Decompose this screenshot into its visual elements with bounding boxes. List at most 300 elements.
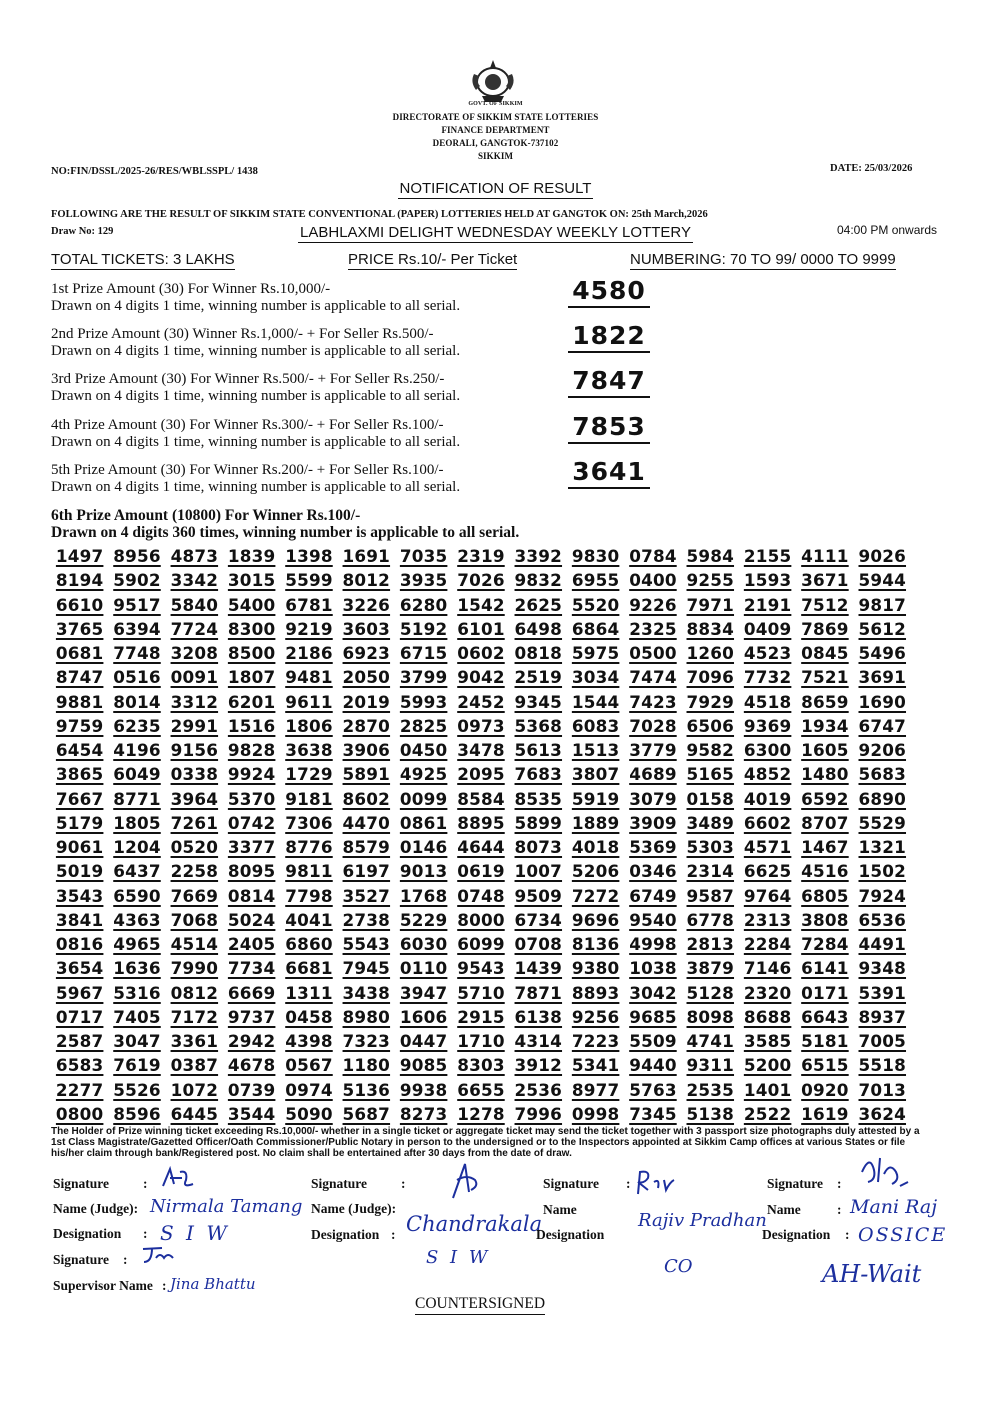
- prize-6-number: 3841: [55, 909, 104, 930]
- supervisor-name-colon: :: [162, 1278, 167, 1293]
- prize-6-number: 5090: [285, 1103, 333, 1124]
- prize-6-number: 9255: [686, 570, 735, 591]
- prize-6-number: 2155: [743, 546, 792, 566]
- prize-6-number: 9582: [686, 740, 735, 760]
- prize-6-number: 2519: [514, 667, 563, 688]
- prize-6-number: 7924: [858, 885, 907, 906]
- prize-6-number: 4516: [801, 861, 849, 882]
- prize-6-number: 2825: [399, 715, 448, 736]
- prize-6-number: 5400: [227, 594, 276, 615]
- prize-6-number: 1839: [227, 546, 276, 566]
- prize-6-number: 2284: [743, 934, 792, 954]
- prize-6-number: 1480: [801, 764, 849, 785]
- judge1-designation-handwritten: S I W: [160, 1221, 230, 1245]
- prize-6-number: 5368: [514, 715, 563, 736]
- prize-6-number: 5613: [514, 740, 563, 760]
- prize-6-number: 5019: [55, 861, 104, 882]
- prize-6-number: 6583: [55, 1055, 104, 1076]
- prize-6-number: 9380: [571, 958, 620, 979]
- judge4-designation-label: Designation: [762, 1227, 831, 1242]
- prize-6-number: 7005: [858, 1031, 907, 1051]
- prize-6-number: 5136: [342, 1079, 391, 1100]
- prize-6-number: 1278: [457, 1103, 505, 1124]
- prize-6-number: 2870: [342, 715, 391, 736]
- prize-6-number: 8584: [457, 788, 505, 809]
- directorate-name: DIRECTORATE OF SIKKIM STATE LOTTERIES: [392, 112, 599, 122]
- prize-6-number: 7996: [514, 1103, 563, 1124]
- prize-6-number: 4514: [170, 934, 219, 954]
- prize-6-number: 9226: [629, 594, 677, 615]
- state-name: SIKKIM: [477, 151, 514, 161]
- judge3-designation-handwritten: CO: [664, 1256, 693, 1277]
- prize-6-number: 1007: [514, 861, 563, 882]
- prize-6-number: 0812: [170, 982, 219, 1003]
- prize-6-number: 4873: [170, 546, 219, 566]
- prize-6-number: 7423: [629, 691, 677, 712]
- prize-6-number: 0409: [743, 618, 792, 639]
- prize-6-number: 8014: [113, 691, 161, 712]
- department-name: FINANCE DEPARTMENT: [441, 125, 550, 135]
- prize-6-number: 1204: [113, 837, 161, 857]
- prize-6-number: 9440: [629, 1055, 677, 1076]
- prize-6-number: 1497: [55, 546, 104, 566]
- judge4-signature-label: Signature: [767, 1176, 824, 1191]
- prize-6-number: 5919: [571, 788, 620, 809]
- prize-6-number: 4470: [342, 812, 391, 833]
- prize-6-number: 7748: [113, 643, 161, 663]
- prize-6-number: 4689: [629, 764, 677, 785]
- prize-6-number: 9042: [457, 667, 505, 688]
- prize-6-number: 3543: [55, 885, 104, 906]
- prize-6-number: 7096: [686, 667, 735, 688]
- prize-6-number: 6394: [113, 618, 161, 639]
- prize-6-number: 6141: [801, 958, 849, 979]
- judge2-designation-handwritten: S I W: [426, 1247, 491, 1268]
- prize-6-number: 9759: [55, 715, 104, 736]
- prize-6-number: 3906: [342, 740, 391, 760]
- prize-6-number: 1710: [457, 1031, 505, 1051]
- prize-6-number: 5944: [858, 570, 907, 591]
- judge4-name-label: Name: [767, 1202, 801, 1217]
- prize-6-number: 2313: [743, 909, 792, 930]
- prize-6-number: 2325: [629, 618, 677, 639]
- prize-6-number: 6778: [686, 909, 735, 930]
- countersigned-label: COUNTERSIGNED: [415, 1295, 545, 1315]
- judge2-name-label: Name (Judge):: [311, 1201, 397, 1216]
- prize-6-number: 0500: [629, 643, 677, 663]
- judge3-name-handwritten: Rajiv Pradhan: [638, 1210, 767, 1231]
- reference-number: NO:FIN/DSSL/2025-26/RES/WBLSSPL/ 1438: [51, 166, 258, 177]
- prize-6-number: 6101: [457, 618, 505, 639]
- prize-6-number: 8956: [113, 546, 161, 566]
- prize-6-number: 1606: [399, 1006, 448, 1027]
- prize-6-number: 5341: [571, 1055, 620, 1076]
- prize-6-number: 9540: [629, 909, 677, 930]
- judge2-signature-mark: [445, 1162, 485, 1205]
- judge4-signature-colon: :: [837, 1176, 842, 1191]
- judge4-signature-mark: [856, 1152, 912, 1197]
- prize-6-number: 3799: [399, 667, 448, 688]
- prize-6-number: 1321: [858, 837, 907, 857]
- prize-6-number: 0816: [55, 934, 104, 954]
- prize-6-number: 5192: [399, 618, 448, 639]
- supervisor-signature-colon: :: [123, 1252, 128, 1267]
- prize-6-number: 4041: [285, 909, 333, 930]
- prize-6-number: 9587: [686, 885, 735, 906]
- prize-6-number: 9311: [686, 1055, 735, 1076]
- prize-6-number: 6536: [858, 909, 907, 930]
- prize-6-number: 0739: [227, 1079, 276, 1100]
- supervisor-signature-label: Signature: [53, 1252, 110, 1267]
- prize-6-number: 8012: [342, 570, 391, 591]
- prize-6-number: 6715: [399, 643, 448, 663]
- prize-6-number: 7871: [514, 982, 563, 1003]
- prize-6-number: 3671: [801, 570, 849, 591]
- prize-6-number: 3947: [399, 982, 448, 1003]
- prize-6-number: 8980: [342, 1006, 391, 1027]
- prize-6-number: 6747: [858, 715, 907, 736]
- prize-6-number: 0708: [514, 934, 563, 954]
- prize-6-number: 3865: [55, 764, 104, 785]
- prize-6-number: 9509: [514, 885, 563, 906]
- prize-6-number: 3392: [514, 546, 563, 566]
- prize-6-number: 9481: [285, 667, 333, 688]
- prize-6-number: 1807: [227, 667, 276, 688]
- prize-6-number: 5518: [858, 1055, 907, 1076]
- prize-6-number: 7683: [514, 764, 563, 785]
- prize-6-number: 9830: [571, 546, 620, 566]
- prize-6-number: 2587: [55, 1031, 104, 1051]
- prize-6-number: 3638: [285, 740, 333, 760]
- prize-6-number: 3654: [55, 958, 104, 979]
- prize-6-number: 2258: [170, 861, 219, 882]
- prize-6-number: 6734: [514, 909, 563, 930]
- judge1-signature-colon: :: [143, 1176, 148, 1191]
- prize-6-number: 0681: [55, 643, 104, 663]
- prize-1-description: 1st Prize Amount (30) For Winner Rs.10,000/- Drawn on 4 digits 1 time, winning number is applicable to all serial.: [51, 281, 461, 314]
- prize-6-number: 0800: [55, 1103, 104, 1124]
- prize-6-number: 3624: [858, 1103, 907, 1124]
- prize-6-number: 5520: [571, 594, 620, 615]
- prize-6-number: 8893: [571, 982, 620, 1003]
- prize-6-number: 0784: [629, 546, 677, 566]
- prize-6-number: 1072: [170, 1079, 219, 1100]
- prize-6-number: 2019: [342, 691, 391, 712]
- prize-6-number: 4644: [457, 837, 505, 857]
- prize-6-number: 0091: [170, 667, 219, 688]
- prize-6-number: 0861: [399, 812, 448, 833]
- judge3-signature-label: Signature: [543, 1176, 600, 1191]
- judge2-designation-colon: :: [391, 1227, 396, 1242]
- prize-6-number: 8747: [55, 667, 104, 688]
- prize-6-number: 1729: [285, 764, 333, 785]
- prize-6-number: 3042: [629, 982, 677, 1003]
- prize-6-number: 4019: [743, 788, 792, 809]
- prize-6-number: 0400: [629, 570, 677, 591]
- prize-6-number: 1398: [285, 546, 333, 566]
- draw-number: Draw No: 129: [51, 226, 114, 237]
- prize-6-number: 6300: [743, 740, 792, 760]
- prize-6-number: 2738: [342, 909, 391, 930]
- prize-6-number: 8776: [285, 837, 333, 857]
- prize-6-number: 1516: [227, 715, 276, 736]
- judge4-designation-handwritten: OSSICE: [858, 1224, 948, 1246]
- prize-6-number: 2535: [686, 1079, 735, 1100]
- prize-6-number: 0845: [801, 643, 849, 663]
- prize-6-number: 7990: [170, 958, 219, 979]
- prize-6-number: 8579: [342, 837, 391, 857]
- prize-6-number: 5840: [170, 594, 219, 615]
- prize-6-number: 1691: [342, 546, 391, 566]
- prize-6-number: 3807: [571, 764, 620, 785]
- prize-6-number: 7971: [686, 594, 735, 615]
- prize-6-number: 9348: [858, 958, 907, 979]
- prize-6-number: 3527: [342, 885, 391, 906]
- prize-6-number: 5391: [858, 982, 907, 1003]
- prize-6-number: 9181: [285, 788, 333, 809]
- prize-6-number: 3015: [227, 570, 276, 591]
- directorate-address: DEORALI, GANGTOK-737102: [432, 138, 559, 148]
- prize-6-number: 7521: [801, 667, 849, 688]
- prize-6-number: 9828: [227, 740, 276, 760]
- prize-6-number: 9764: [743, 885, 792, 906]
- prize-6-number: 5975: [571, 643, 620, 663]
- prize-6-number: 7068: [170, 909, 219, 930]
- prize-6-number: 7261: [170, 812, 219, 833]
- prize-6-number: 7732: [743, 667, 792, 688]
- state-emblem-icon: [468, 56, 518, 106]
- prize-6-number: 9517: [113, 594, 161, 615]
- prize-6-number: 9811: [285, 861, 333, 882]
- prize-6-number: 5543: [342, 934, 391, 954]
- prize-6-number: 8771: [113, 788, 161, 809]
- prize-6-number: 1690: [858, 691, 907, 712]
- prize-6-number: 0450: [399, 740, 448, 760]
- supervisor-name-label: Supervisor Name: [53, 1278, 153, 1293]
- prize-6-number: 1513: [571, 740, 620, 760]
- prize-6-number: 8098: [686, 1006, 735, 1027]
- prize-6-number: 6280: [399, 594, 448, 615]
- prize-6-number: 0110: [399, 958, 448, 979]
- prize-6-number: 6923: [342, 643, 391, 663]
- prize-6-number: 1467: [801, 837, 849, 857]
- prize-6-number: 4925: [399, 764, 448, 785]
- judge2-signature-colon: :: [401, 1176, 406, 1191]
- prize-6-number: 0974: [285, 1079, 333, 1100]
- prize-6-number: 9832: [514, 570, 563, 591]
- ticket-price: PRICE Rs.10/- Per Ticket: [348, 251, 518, 268]
- prize-3-description: 3rd Prize Amount (30) For Winner Rs.500/- + For Seller Rs.250/- Drawn on 4 digits 1 time, winning number is applicable to all serial.: [51, 371, 461, 404]
- prize-6-number: 2522: [743, 1103, 792, 1124]
- prize-6-number: 2942: [227, 1031, 276, 1051]
- emblem-caption: GOVT. OF SIKKIM: [468, 101, 523, 107]
- prize-6-number: 3478: [457, 740, 505, 760]
- prize-6-number: 6602: [743, 812, 792, 833]
- prize-6-number: 5369: [629, 837, 677, 857]
- prize-6-number: 6781: [285, 594, 333, 615]
- prize-6-number: 8095: [227, 861, 276, 882]
- prize-2-number: 1822: [568, 321, 650, 353]
- prize-6-number: 9543: [457, 958, 505, 979]
- prize-6-number: 1806: [285, 715, 333, 736]
- prize-6-number: 7284: [801, 934, 849, 954]
- prize-6-number: 1934: [801, 715, 849, 736]
- prize-6-number: 5128: [686, 982, 735, 1003]
- judge4-name-colon: :: [837, 1202, 842, 1217]
- judge1-designation-colon: :: [143, 1226, 148, 1241]
- prize-6-number: 5206: [571, 861, 620, 882]
- prize-6-number: 0158: [686, 788, 735, 809]
- prize-6-number: 9924: [227, 764, 276, 785]
- prize-6-number: 6864: [571, 618, 620, 639]
- prize-6-number: 1502: [858, 861, 907, 882]
- prize-6-number: 8937: [858, 1006, 907, 1027]
- prize-6-number: 2095: [457, 764, 505, 785]
- prize-6-number: 7323: [342, 1031, 391, 1051]
- prize-6-number: 1038: [629, 958, 677, 979]
- prize-6-number: 1260: [686, 643, 735, 663]
- prize-6-number: 5899: [514, 812, 563, 833]
- prize-6-number: 2915: [457, 1006, 505, 1027]
- prize-4-number: 7853: [568, 412, 650, 444]
- prize-6-number: 7669: [170, 885, 219, 906]
- prize-6-number: 3779: [629, 740, 677, 760]
- prize-6-number: 2191: [743, 594, 792, 615]
- prize-6-number: 7026: [457, 570, 505, 591]
- prize-6-number: 8300: [227, 618, 276, 639]
- prize-6-number: 7869: [801, 618, 849, 639]
- prize-6-number: 2050: [342, 667, 391, 688]
- prize-6-number: 4398: [285, 1031, 333, 1051]
- prize-6-number-grid: [51, 546, 911, 1128]
- prize-6-number: 6625: [743, 861, 792, 882]
- prize-6-number: 0099: [399, 788, 448, 809]
- prize-6-number: 6515: [801, 1055, 849, 1076]
- prize-6-number: 0516: [113, 667, 161, 688]
- prize-6-number: 5710: [457, 982, 505, 1003]
- prize-6-number: 9013: [399, 861, 448, 882]
- prize-6-number: 3879: [686, 958, 735, 979]
- prize-6-number: 5200: [743, 1055, 792, 1076]
- total-tickets: TOTAL TICKETS: 3 LAKHS: [51, 251, 235, 268]
- prize-6-number: 6592: [801, 788, 849, 809]
- prize-6-number: 7619: [113, 1055, 161, 1076]
- prize-6-number: 2813: [686, 934, 735, 954]
- prize-6-number: 7405: [113, 1006, 161, 1027]
- prize-6-number: 0748: [457, 885, 505, 906]
- prize-4-description: 4th Prize Amount (30) For Winner Rs.300/- + For Seller Rs.100/- Drawn on 4 digits 1 time, winning number is applicable to all serial.: [51, 417, 461, 450]
- prize-6-number: 5181: [801, 1031, 849, 1051]
- prize-6-number: 5316: [113, 982, 161, 1003]
- prize-6-number: 3438: [342, 982, 391, 1003]
- prize-6-number: 7798: [285, 885, 333, 906]
- prize-6-number: 2320: [743, 982, 792, 1003]
- prize-6-number: 5024: [227, 909, 276, 930]
- prize-6-number: 7929: [686, 691, 735, 712]
- prize-6-number: 7306: [285, 812, 333, 833]
- prize-6-number: 5612: [858, 618, 907, 639]
- prize-6-number: 7013: [858, 1079, 907, 1100]
- prize-6-number: 0602: [457, 643, 505, 663]
- prize-6-number: 2405: [227, 934, 276, 954]
- prize-6-number: 1311: [285, 982, 333, 1003]
- prize-6-number: 8707: [801, 812, 849, 833]
- prize-6-number: 1544: [571, 691, 620, 712]
- prize-6-number: 8303: [457, 1055, 505, 1076]
- prize-6-number: 8194: [55, 570, 104, 591]
- prize-6-number: 0338: [170, 764, 219, 785]
- prize-6-number: 4852: [743, 764, 792, 785]
- prize-6-number: 1401: [743, 1079, 792, 1100]
- prize-6-number: 3935: [399, 570, 448, 591]
- prize-6-number: 6955: [571, 570, 620, 591]
- prize-6-number: 5229: [399, 909, 448, 930]
- prize-6-number: 9026: [858, 546, 907, 566]
- prize-6-number: 0447: [399, 1031, 448, 1051]
- prize-6-number: 8273: [399, 1103, 448, 1124]
- prize-6-number: 2536: [514, 1079, 563, 1100]
- prize-6-number: 3342: [170, 570, 219, 591]
- prize-6-number: 8596: [113, 1103, 161, 1124]
- prize-6-number: 3691: [858, 667, 907, 688]
- prize-6-number: 6590: [113, 885, 161, 906]
- prize-6-number: 8834: [686, 618, 735, 639]
- prize-6-number: 1889: [571, 812, 620, 833]
- prize-6-number: 8500: [227, 643, 276, 663]
- judge1-signature-mark: [160, 1166, 196, 1195]
- prize-6-number: 3489: [686, 812, 735, 833]
- prize-6-number: 8000: [457, 909, 505, 930]
- prize-6-number: 9881: [55, 691, 104, 712]
- prize-6-number: 8535: [514, 788, 563, 809]
- prize-6-number: 6049: [113, 764, 161, 785]
- prize-6-number: 3034: [571, 667, 620, 688]
- prize-6-number: 4965: [113, 934, 161, 954]
- prize-6-number: 3808: [801, 909, 849, 930]
- prize-1-number: 4580: [568, 276, 650, 308]
- prize-6-number: 0346: [629, 861, 677, 882]
- prize-6-number: 6201: [227, 691, 276, 712]
- judge3-signature-colon: :: [626, 1176, 631, 1191]
- judge4-extra-handwritten: AH-Wait: [822, 1260, 922, 1288]
- prize-6-number: 5993: [399, 691, 448, 712]
- prize-6-number: 6437: [113, 861, 161, 882]
- prize-6-number: 6030: [399, 934, 448, 954]
- prize-6-number: 1542: [457, 594, 505, 615]
- prize-6-number: 8659: [801, 691, 849, 712]
- prize-6-description: 6th Prize Amount (10800) For Winner Rs.100/- Drawn on 4 digits 360 times, winning number is applicable to all serial.: [51, 507, 520, 541]
- prize-6-number: 9206: [858, 740, 907, 760]
- prize-6-number: 9611: [285, 691, 333, 712]
- prize-6-number: 9737: [227, 1006, 276, 1027]
- prize-6-number: 0920: [801, 1079, 849, 1100]
- prize-6-number: 5526: [113, 1079, 161, 1100]
- prize-6-number: 4998: [629, 934, 677, 954]
- prize-6-number: 6805: [801, 885, 849, 906]
- prize-6-number: 3047: [113, 1031, 161, 1051]
- prize-6-number: 0567: [285, 1055, 333, 1076]
- prize-6-number: 3765: [55, 618, 104, 639]
- prize-6-number: 0520: [170, 837, 219, 857]
- prize-6-number: 3585: [743, 1031, 792, 1051]
- prize-6-number: 4314: [514, 1031, 563, 1051]
- prize-6-number: 8073: [514, 837, 563, 857]
- prize-6-number: 4523: [743, 643, 792, 663]
- prize-6-number: 9369: [743, 715, 792, 736]
- prize-6-number: 6610: [55, 594, 104, 615]
- prize-6-number: 2314: [686, 861, 735, 882]
- prize-6-number: 5370: [227, 788, 276, 809]
